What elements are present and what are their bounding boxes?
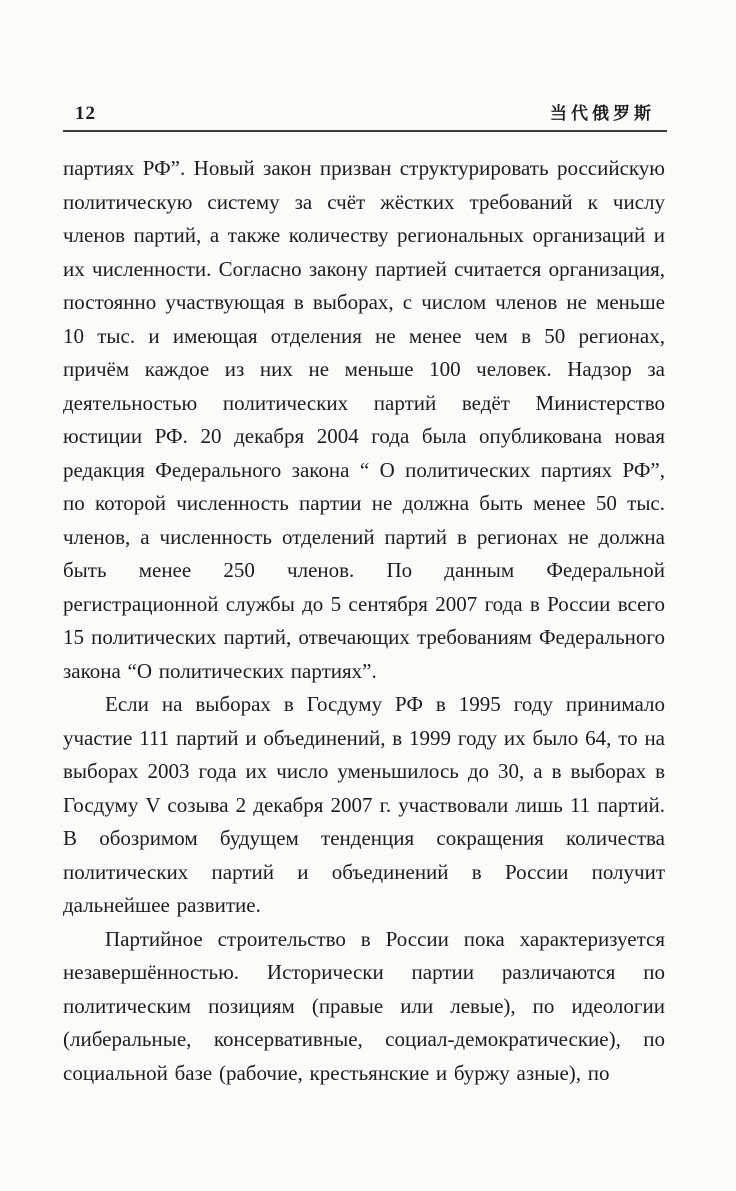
header-rule (63, 130, 667, 132)
paragraph-continuation: партиях РФ”. Новый закон призван структурировать российскую политическую систему за счёт жёстких требований к числу членов партий, а также количеству региональных организаций и их численности. Согласно закону партией считается организация, постоянно участвующая в выборах, с числом членов не меньше 10 тыс. и имеющая отделения не менее чем в 50 регионах, причём каждое из них не меньше 100 человек. Надзор за деятельностью политических партий ведёт Министерство юстиции РФ. 20 декабря 2004 года была опубликована новая редакция Федерального закона “ О политических партиях РФ”, по которой численность партии не должна быть менее 50 тыс. членов, а численность отделений партий в регионах не должна быть менее 250 членов. По данным Федеральной регистрационной службы до 5 сентября 2007 года в России всего 15 политических партий, отвечающих требованиям Федерального закона “О политических партиях”. (63, 156, 665, 683)
page-body (63, 152, 665, 1090)
page-number: 12 (75, 103, 96, 124)
running-head-title: 当代俄罗斯 (550, 104, 655, 124)
paragraph-elections-history: Если на выборах в Госдуму РФ в 1995 году принимало участие 111 партий и объединений, в 1999 году их было 64, то на выборах 2003 года их число уменьшилось до 30, а в выборах в Госдуму V созыва 2 декабря 2007 г. участвовали лишь 11 партий. В обозримом будущем тенденция сокращения количества политических партий и объединений в России получит дальнейшее развитие. (63, 692, 665, 917)
page-header (63, 104, 665, 123)
paragraph-party-building: Партийное строительство в России пока характеризуется незавершённостью. Исторически партии различаются по политическим позициям (правые или левые), по идеологии (либеральные, консервативные, социал-демократические), по социальной базе (рабочие, крестьянские и буржу азные), по (63, 926, 665, 1085)
